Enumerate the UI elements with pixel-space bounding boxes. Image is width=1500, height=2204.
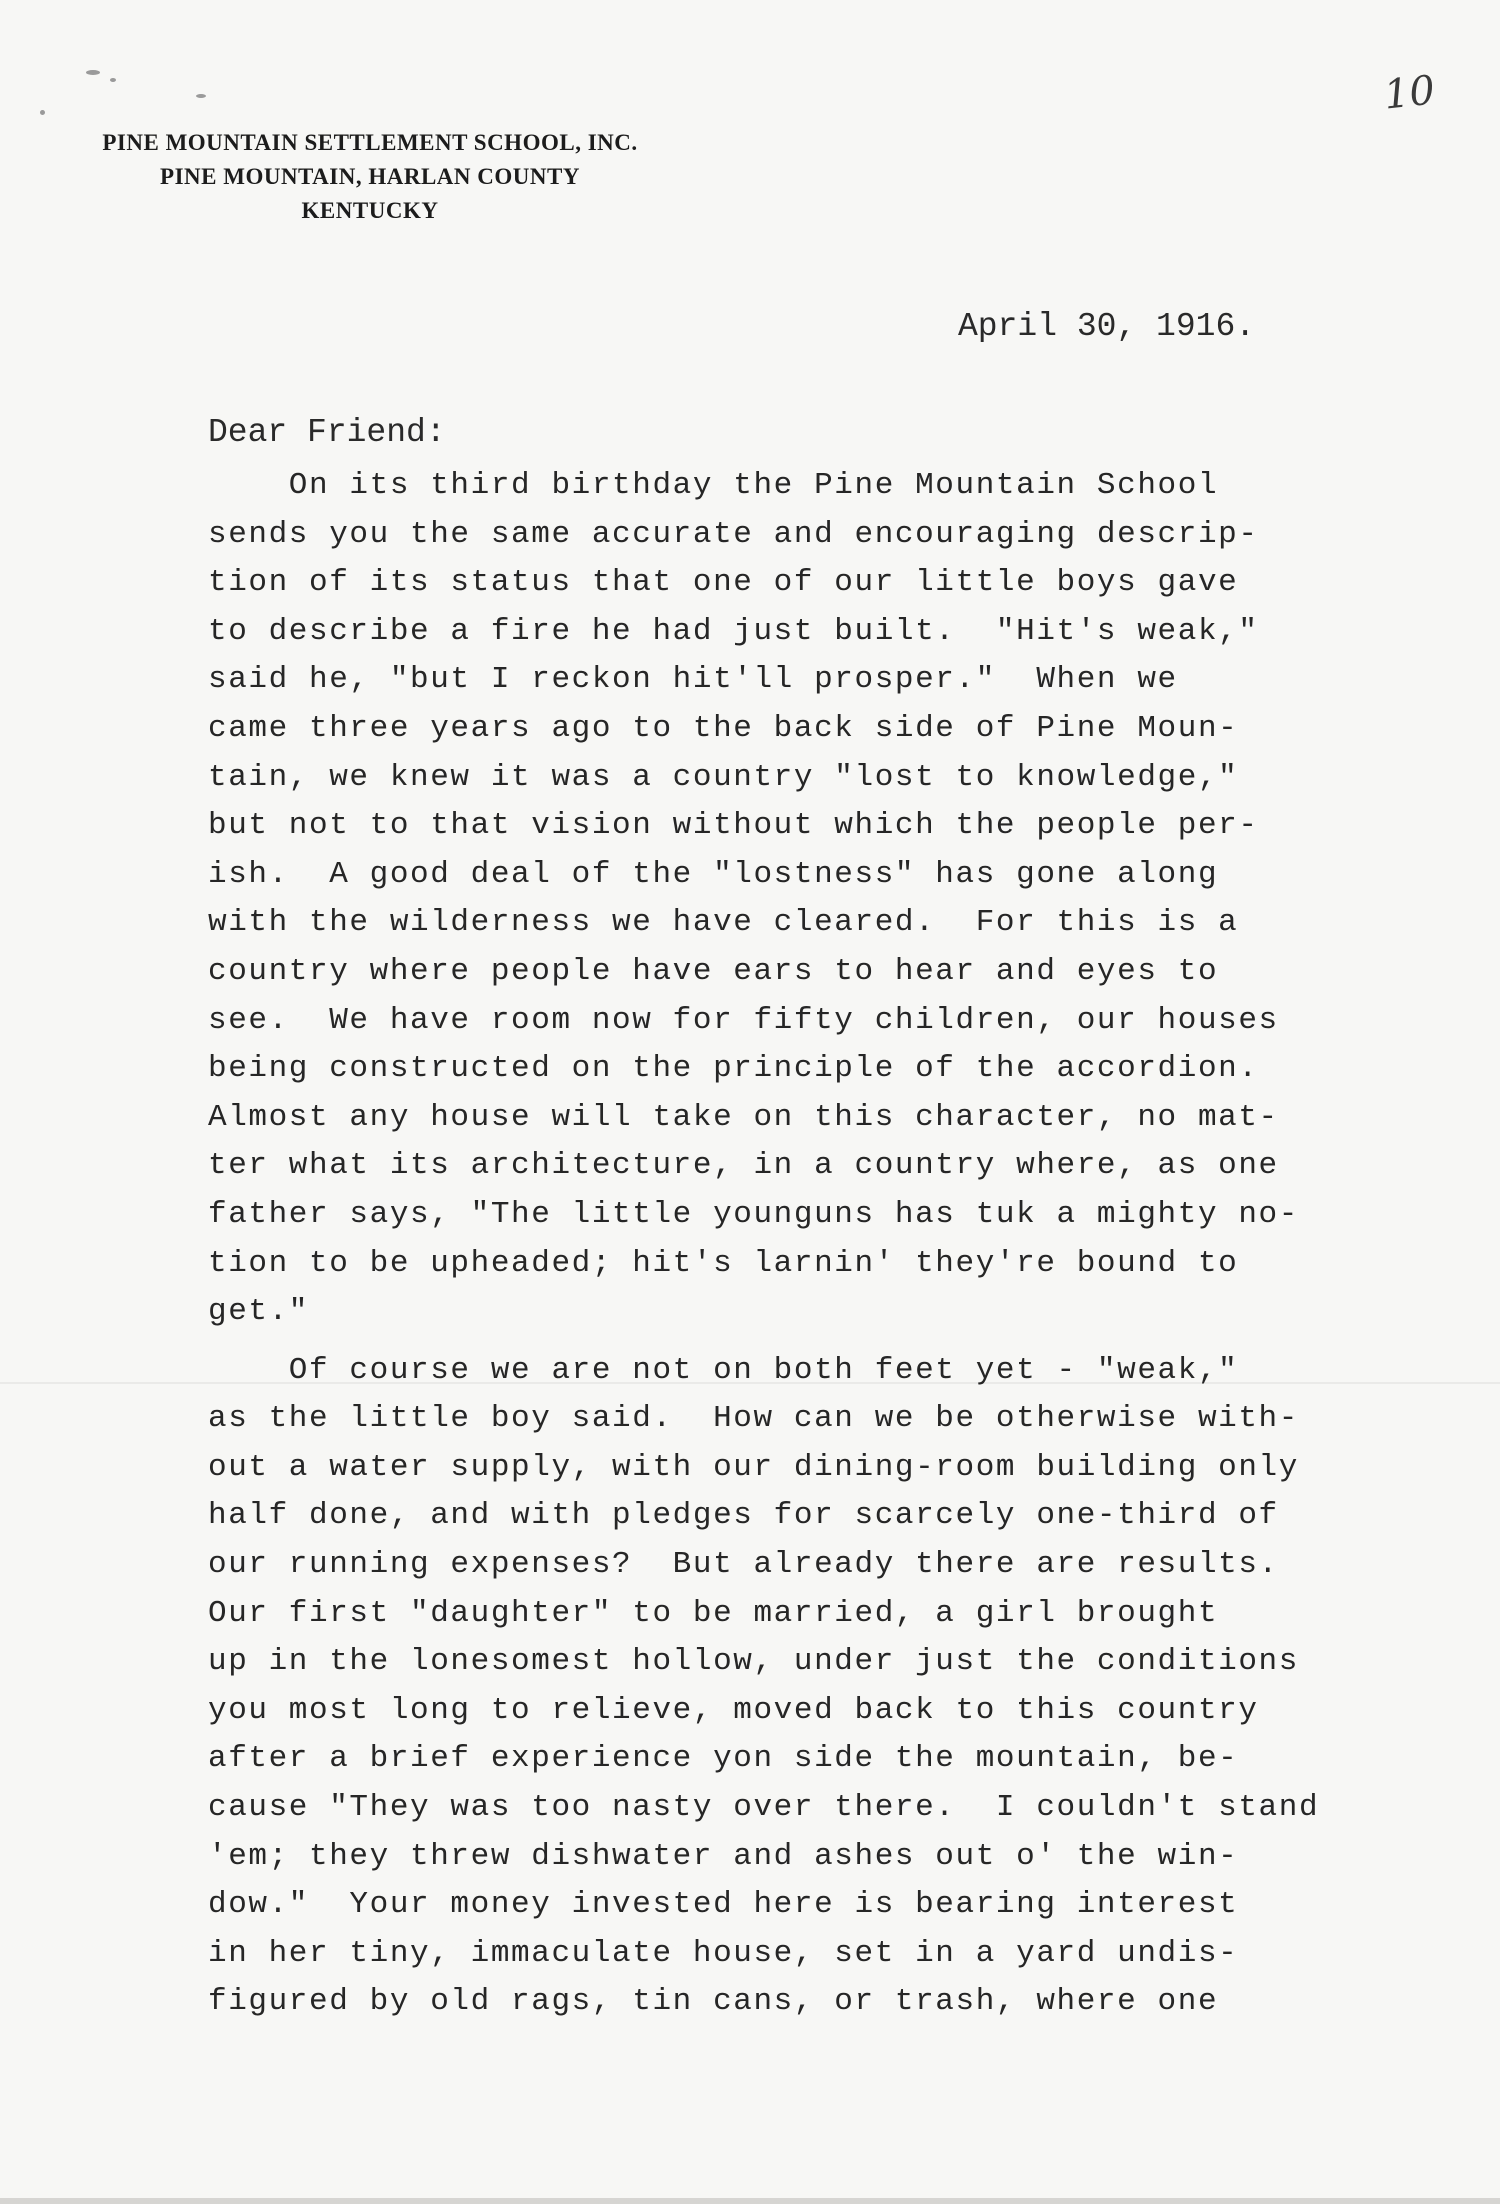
page-bottom-edge [0,2198,1500,2204]
ink-smudge [86,70,100,75]
letterhead-organization: PINE MOUNTAIN SETTLEMENT SCHOOL, INC. [102,130,638,155]
letter-date: April 30, 1916. [958,308,1256,345]
text-line: in her tiny, immaculate house, set in a yard undis- [208,1935,1239,1971]
text-line: up in the lonesomest hollow, under just the conditions [208,1644,1299,1680]
text-line: cause "They was too nasty over there. I couldn't stand [208,1790,1320,1826]
text-line: half done, and with pledges for scarcely one-third of [208,1498,1279,1534]
letterhead-location: PINE MOUNTAIN, HARLAN COUNTY [160,164,580,189]
paragraph [208,1347,1398,2027]
salutation: Dear Friend: [208,414,446,451]
paragraph-gap [208,1337,1398,1347]
text-line: but not to that vision without which the people per- [208,808,1259,844]
text-line: father says, "The little younguns has tuk a mighty no- [208,1196,1299,1232]
ink-smudge [40,110,45,115]
text-line: with the wilderness we have cleared. For this is a [208,905,1239,941]
text-line: out a water supply, with our dining-room building only [208,1449,1299,1485]
text-line: said he, "but I reckon hit'll prosper." When we [208,662,1178,698]
paper-fold-line [0,1382,1500,1384]
text-line: sends you the same accurate and encouraging descrip- [208,516,1259,552]
letterhead-state: KENTUCKY [301,198,439,223]
text-line: came three years ago to the back side of Pine Moun- [208,710,1239,746]
text-line: see. We have room now for fifty children, our houses [208,1002,1279,1038]
ink-smudge [196,94,206,98]
text-line: Almost any house will take on this character, no mat- [208,1099,1279,1135]
letterhead [60,126,680,228]
text-line: ish. A good deal of the "lostness" has gone along [208,856,1219,892]
text-line: Of course we are not on both feet yet - "weak," [208,1352,1239,1388]
handwritten-page-number: 10 [1381,67,1438,119]
text-line: you most long to relieve, moved back to this country [208,1692,1259,1728]
text-line: ter what its architecture, in a country where, as one [208,1148,1279,1184]
text-line: figured by old rags, tin cans, or trash, where one [208,1984,1219,2020]
text-line: On its third birthday the Pine Mountain School [208,468,1219,503]
text-line: tain, we knew it was a country "lost to knowledge," [208,759,1239,795]
ink-smudge [110,78,116,82]
text-line: country where people have ears to hear and eyes to [208,953,1219,989]
paragraph [208,462,1398,1337]
text-line: our running expenses? But already there are results. [208,1547,1279,1583]
text-line: to describe a fire he had just built. "Hit's weak," [208,613,1259,649]
text-line: after a brief experience yon side the mountain, be- [208,1741,1239,1777]
text-line: tion of its status that one of our little boys gave [208,565,1239,601]
text-line: tion to be upheaded; hit's larnin' they're bound to [208,1245,1239,1281]
text-line: Our first "daughter" to be married, a girl brought [208,1595,1219,1631]
text-line: 'em; they threw dishwater and ashes out o' the win- [208,1838,1239,1874]
text-line: being constructed on the principle of the accordion. [208,1051,1259,1087]
text-line: get." [208,1294,310,1330]
text-line: dow." Your money invested here is bearing interest [208,1887,1239,1923]
text-line: as the little boy said. How can we be otherwise with- [208,1401,1299,1437]
letter-body [208,462,1398,2027]
